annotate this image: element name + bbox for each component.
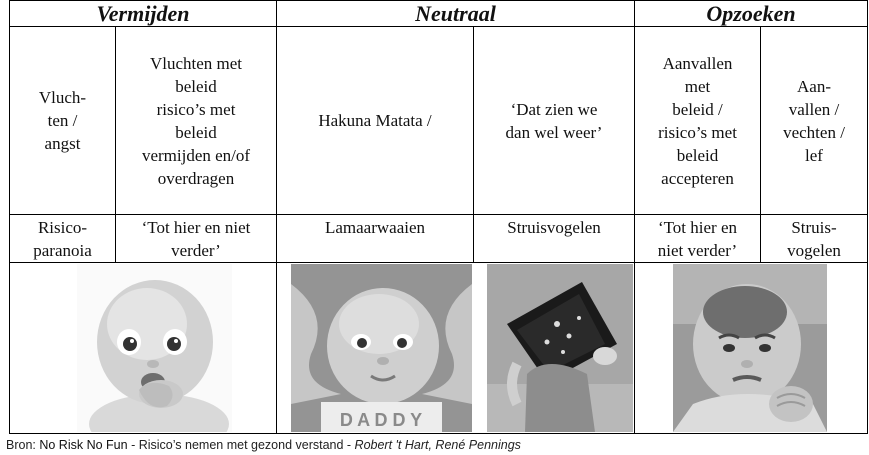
credit-prefix: Bron: bbox=[6, 438, 40, 452]
table-border-bottom bbox=[9, 433, 868, 434]
header-neutraal: Neutraal bbox=[415, 0, 496, 26]
cell-vluchten-angst: Vluch- ten / angst bbox=[38, 88, 87, 153]
cell-tot-hier-1: ‘Tot hier en niet verder’ bbox=[141, 218, 251, 260]
table-border-right bbox=[867, 0, 868, 434]
cell-aanvallen-lef: Aan- vallen / vechten / lef bbox=[783, 76, 845, 165]
cell-risico-paranoia: Risico- paranoia bbox=[33, 218, 92, 260]
header-opzoeken: Opzoeken bbox=[706, 0, 796, 26]
surprised-baby-photo bbox=[77, 264, 232, 432]
header-vermijden: Vermijden bbox=[96, 0, 190, 26]
cell-hakuna-matata: Hakuna Matata / bbox=[318, 111, 432, 130]
child-bucket-head-photo bbox=[487, 264, 633, 432]
credit-book-title: No Risk No Fun bbox=[39, 438, 128, 452]
cell-vluchten-met-beleid: Vluchten met beleid risico’s met beleid vermijden en/of overdragen bbox=[141, 53, 251, 188]
credit-subtitle: - Risico’s nemen met gezond verstand - bbox=[127, 438, 355, 452]
row-divider-2 bbox=[9, 262, 868, 263]
cell-aanvallen-met-beleid: Aanvallen met beleid / risico’s met beleid accepteren bbox=[658, 53, 737, 188]
row-divider-1 bbox=[9, 214, 868, 215]
cell-struisvogelen-1: Struisvogelen bbox=[507, 218, 601, 237]
relaxed-baby-photo bbox=[291, 264, 472, 432]
cell-dat-zien-we: ‘Dat zien we dan wel weer’ bbox=[505, 99, 603, 142]
cell-struisvogelen-2: Struis- vogelen bbox=[787, 218, 841, 260]
source-credit bbox=[6, 437, 521, 453]
svg-text:D A D D Y: D A D D Y bbox=[339, 410, 423, 430]
credit-authors: Robert 't Hart, René Pennings bbox=[354, 438, 521, 452]
cell-lamaarwaaien: Lamaarwaaien bbox=[324, 218, 426, 237]
determined-baby-photo bbox=[673, 264, 827, 432]
cell-tot-hier-2: ‘Tot hier en niet verder’ bbox=[657, 218, 738, 260]
